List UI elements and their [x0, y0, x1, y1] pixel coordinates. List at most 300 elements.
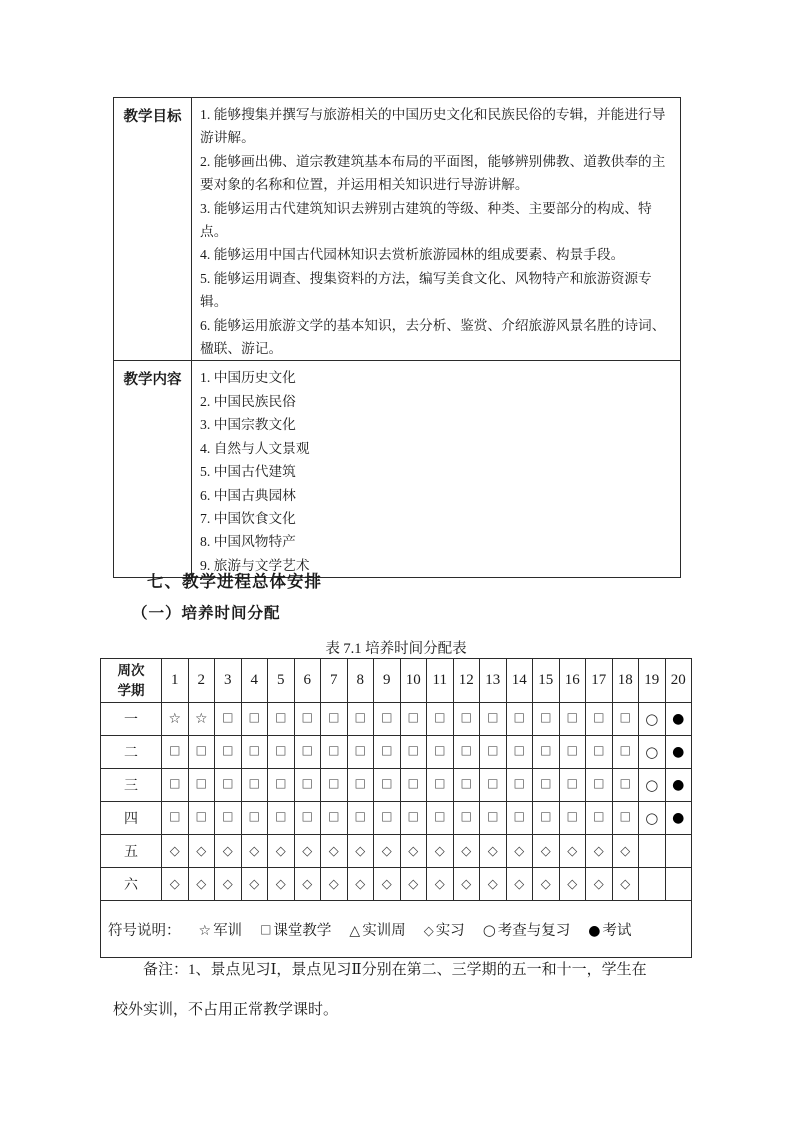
diamond-icon: ◇: [275, 877, 286, 892]
square-icon: □: [301, 809, 313, 823]
week-number: 16: [559, 659, 586, 703]
square-icon: □: [328, 776, 340, 790]
square-icon: □: [222, 710, 234, 724]
square-icon: □: [487, 710, 499, 724]
week-number: 9: [374, 659, 401, 703]
square-icon: □: [566, 776, 578, 790]
dot-icon: ●: [588, 922, 601, 939]
schedule-cell-diamond: [586, 868, 613, 901]
schedule-cell-square: [427, 769, 454, 802]
semester-label: 六: [101, 868, 162, 901]
goal-item: 6. 能够运用旅游文学的基本知识，去分析、鉴赏、介绍旅游风景名胜的诗词、楹联、游记。: [200, 317, 666, 357]
diamond-icon: ◇: [302, 844, 313, 859]
schedule-cell-square: [427, 802, 454, 835]
schedule-cell-square: [453, 769, 480, 802]
schedule-cell-diamond: [400, 835, 427, 868]
circle-icon: ○: [645, 808, 659, 827]
schedule-cell-diamond: [374, 835, 401, 868]
schedule-cell-square: [453, 703, 480, 736]
content-item: 8. 中国风物特产: [200, 534, 296, 550]
schedule-cell-diamond: [480, 868, 507, 901]
square-icon: □: [540, 743, 552, 757]
square-icon: □: [354, 776, 366, 790]
table-caption: 表 7.1 培养时间分配表: [325, 641, 467, 657]
square-icon: □: [354, 710, 366, 724]
schedule-cell-diamond: [188, 868, 215, 901]
schedule-row: [101, 868, 692, 901]
square-icon: □: [328, 809, 340, 823]
legend-item: [424, 923, 465, 939]
schedule-cell-diamond: [215, 868, 242, 901]
week-number: 20: [665, 659, 692, 703]
schedule-cell-dot: [665, 703, 692, 736]
schedule-cell-square: [188, 736, 215, 769]
schedule-cell-diamond: [480, 835, 507, 868]
schedule-cell-square: [559, 802, 586, 835]
legend-item: [482, 920, 571, 939]
content-item: 5. 中国古代建筑: [200, 464, 296, 480]
diamond-icon: ◇: [487, 877, 498, 892]
square-icon: □: [513, 809, 525, 823]
teaching-goals-content: [192, 98, 681, 361]
schedule-cell-square: [241, 736, 268, 769]
schedule-cell-square: [188, 769, 215, 802]
diamond-icon: ◇: [196, 844, 207, 859]
legend-label: 实训周: [362, 922, 406, 939]
schedule-cell-square: [268, 703, 295, 736]
diamond-icon: ◇: [593, 844, 604, 859]
week-number: 1: [162, 659, 189, 703]
diamond-icon: ◇: [275, 844, 286, 859]
goal-item: 1. 能够搜集并撰写与旅游相关的中国历史文化和民族民俗的专辑，并能进行导游讲解。: [200, 107, 666, 146]
triangle-icon: △: [349, 922, 361, 939]
schedule-cell-diamond: [427, 868, 454, 901]
diamond-icon: ◇: [620, 844, 631, 859]
square-icon: □: [460, 776, 472, 790]
schedule-cell-square: [559, 736, 586, 769]
corner-header-cell: [101, 659, 162, 703]
schedule-cell-square: [586, 703, 613, 736]
week-number: 8: [347, 659, 374, 703]
legend-prefix: 符号说明：: [108, 922, 181, 939]
schedule-cell-empty: [665, 835, 692, 868]
schedule-cell-square: [188, 802, 215, 835]
schedule-cell-square: [162, 802, 189, 835]
square-icon: □: [301, 743, 313, 757]
diamond-icon: ◇: [567, 877, 578, 892]
schedule-row: [101, 703, 692, 736]
schedule-cell-square: [559, 703, 586, 736]
circle-icon: ○: [645, 742, 659, 761]
schedule-cell-diamond: [347, 835, 374, 868]
schedule-cell-empty: [665, 868, 692, 901]
dot-icon: ●: [672, 744, 685, 760]
week-number: 12: [453, 659, 480, 703]
schedule-cell-square: [586, 736, 613, 769]
schedule-cell-square: [612, 769, 639, 802]
goal-item: 5. 能够运用调查、搜集资料的方法，编写美食文化、风物特产和旅游资源专辑。: [200, 270, 652, 310]
schedule-cell-diamond: [533, 835, 560, 868]
schedule-cell-square: [612, 703, 639, 736]
schedule-cell-square: [506, 703, 533, 736]
square-icon: □: [513, 776, 525, 790]
square-icon: □: [434, 776, 446, 790]
content-item: 6. 中国古典园林: [200, 487, 296, 503]
circle-icon: ○: [645, 709, 659, 728]
square-icon: □: [619, 743, 631, 757]
diamond-icon: ◇: [408, 844, 419, 859]
schedule-cell-diamond: [400, 868, 427, 901]
legend-label: 课堂教学: [273, 922, 332, 939]
legend-item: [588, 923, 631, 939]
schedule-cell-diamond: [215, 835, 242, 868]
schedule-cell-square: [268, 802, 295, 835]
square-icon: □: [460, 809, 472, 823]
semester-label: 三: [101, 769, 162, 802]
week-number: 7: [321, 659, 348, 703]
square-icon: □: [434, 743, 446, 757]
schedule-cell-diamond: [453, 868, 480, 901]
diamond-icon: ◇: [355, 877, 366, 892]
schedule-cell-diamond: [586, 835, 613, 868]
dot-icon: ●: [672, 810, 685, 826]
schedule-cell-empty: [639, 868, 666, 901]
week-number: 13: [480, 659, 507, 703]
schedule-row: [101, 835, 692, 868]
square-icon: □: [487, 743, 499, 757]
schedule-cell-square: [586, 769, 613, 802]
schedule-cell-square: [506, 736, 533, 769]
square-icon: □: [169, 743, 181, 757]
star-icon: ☆: [194, 711, 208, 727]
schedule-cell-square: [533, 736, 560, 769]
schedule-cell-diamond: [162, 835, 189, 868]
schedule-cell-square: [559, 769, 586, 802]
schedule-cell-diamond: [533, 868, 560, 901]
square-icon: □: [260, 921, 272, 936]
square-icon: □: [248, 743, 260, 757]
diamond-icon: ◇: [328, 844, 339, 859]
square-icon: □: [460, 710, 472, 724]
square-icon: □: [381, 809, 393, 823]
square-icon: □: [222, 776, 234, 790]
content-item: 9. 旅游与文学艺术: [200, 557, 310, 573]
legend-item: [349, 923, 405, 939]
subsection-heading: （一）培养时间分配: [132, 605, 281, 622]
diamond-icon: ◇: [620, 877, 631, 892]
square-icon: □: [407, 776, 419, 790]
schedule-cell-dot: [665, 736, 692, 769]
square-icon: □: [195, 776, 207, 790]
legend-item: [260, 923, 331, 939]
star-icon: ☆: [198, 922, 212, 939]
schedule-cell-diamond: [506, 835, 533, 868]
week-number: 18: [612, 659, 639, 703]
schedule-cell-circle: [639, 769, 666, 802]
diamond-icon: ◇: [540, 877, 551, 892]
square-icon: □: [301, 710, 313, 724]
schedule-cell-square: [294, 703, 321, 736]
diamond-icon: ◇: [169, 844, 180, 859]
schedule-cell-empty: [639, 835, 666, 868]
square-icon: □: [328, 743, 340, 757]
legend-cell: [101, 901, 692, 958]
schedule-cell-square: [321, 769, 348, 802]
schedule-cell-square: [321, 703, 348, 736]
square-icon: □: [407, 710, 419, 724]
schedule-cell-diamond: [268, 868, 295, 901]
square-icon: □: [222, 743, 234, 757]
schedule-cell-diamond: [559, 835, 586, 868]
schedule-cell-diamond: [294, 868, 321, 901]
semester-label: 五: [101, 835, 162, 868]
schedule-cell-square: [480, 802, 507, 835]
square-icon: □: [381, 743, 393, 757]
content-item: 4. 自然与人文景观: [200, 440, 310, 456]
schedule-cell-dot: [665, 769, 692, 802]
note-paragraph: 备注：1、景点见习Ⅰ，景点见习Ⅱ分别在第二、三学期的五一和十一，学生在校外实训，不占用正常教学课时。: [113, 962, 647, 1018]
schedule-header-row: [101, 659, 692, 703]
schedule-cell-square: [294, 769, 321, 802]
diamond-icon: ◇: [222, 877, 233, 892]
schedule-cell-square: [400, 769, 427, 802]
diamond-icon: ◇: [249, 844, 260, 859]
diamond-icon: ◇: [328, 877, 339, 892]
schedule-cell-dot: [665, 802, 692, 835]
week-number: 6: [294, 659, 321, 703]
schedule-cell-square: [241, 703, 268, 736]
schedule-cell-star: [188, 703, 215, 736]
teaching-goals-label: 教学目标: [114, 98, 192, 361]
dot-icon: ●: [672, 777, 685, 793]
content-item: 1. 中国历史文化: [200, 370, 296, 386]
schedule-cell-square: [480, 703, 507, 736]
goal-item: 3. 能够运用古代建筑知识去辨别古建筑的等级、种类、主要部分的构成、特点。: [200, 200, 652, 240]
semester-label: 二: [101, 736, 162, 769]
schedule-cell-diamond: [559, 868, 586, 901]
schedule-cell-square: [162, 736, 189, 769]
schedule-cell-square: [400, 703, 427, 736]
diamond-icon: ◇: [302, 877, 313, 892]
schedule-cell-diamond: [453, 835, 480, 868]
square-icon: □: [275, 743, 287, 757]
square-icon: □: [275, 776, 287, 790]
schedule-cell-square: [374, 703, 401, 736]
schedule-row: [101, 736, 692, 769]
schedule-cell-square: [215, 802, 242, 835]
legend-row: [101, 901, 692, 958]
schedule-cell-diamond: [612, 868, 639, 901]
goal-item: 4. 能够运用中国古代园林知识去赏析旅游园林的组成要素、构景手段。: [200, 247, 625, 263]
square-icon: □: [593, 776, 605, 790]
corner-weeks-label: 周次: [117, 662, 145, 678]
schedule-cell-square: [294, 736, 321, 769]
schedule-cell-square: [294, 802, 321, 835]
square-icon: □: [248, 776, 260, 790]
diamond-icon: ◇: [514, 877, 525, 892]
week-number: 15: [533, 659, 560, 703]
schedule-cell-square: [612, 802, 639, 835]
schedule-cell-star: [162, 703, 189, 736]
schedule-cell-square: [533, 703, 560, 736]
week-number: 10: [400, 659, 427, 703]
schedule-cell-diamond: [241, 835, 268, 868]
schedule-cell-diamond: [162, 868, 189, 901]
schedule-cell-diamond: [427, 835, 454, 868]
square-icon: □: [460, 743, 472, 757]
schedule-cell-square: [427, 736, 454, 769]
legend-label: 考查与复习: [497, 922, 571, 939]
schedule-cell-square: [533, 802, 560, 835]
square-icon: □: [487, 776, 499, 790]
square-icon: □: [593, 710, 605, 724]
teaching-content-label: 教学内容: [114, 361, 192, 578]
semester-label: 四: [101, 802, 162, 835]
square-icon: □: [381, 776, 393, 790]
schedule-cell-square: [506, 769, 533, 802]
week-number: 19: [639, 659, 666, 703]
schedule-cell-square: [400, 736, 427, 769]
diamond-icon: ◇: [461, 844, 472, 859]
week-number: 3: [215, 659, 242, 703]
schedule-cell-diamond: [612, 835, 639, 868]
square-icon: □: [566, 743, 578, 757]
schedule-cell-square: [400, 802, 427, 835]
schedule-table: [100, 658, 692, 958]
diamond-icon: ◇: [381, 844, 392, 859]
semester-label: 一: [101, 703, 162, 736]
schedule-cell-square: [215, 736, 242, 769]
square-icon: □: [619, 809, 631, 823]
square-icon: □: [301, 776, 313, 790]
schedule-cell-diamond: [374, 868, 401, 901]
schedule-cell-square: [374, 736, 401, 769]
teaching-goals-row: [114, 98, 681, 361]
schedule-cell-square: [586, 802, 613, 835]
diamond-icon: ◇: [567, 844, 578, 859]
schedule-cell-diamond: [268, 835, 295, 868]
square-icon: □: [195, 743, 207, 757]
legend-label: 考试: [602, 922, 632, 939]
content-item: 7. 中国饮食文化: [200, 510, 296, 526]
schedule-cell-square: [612, 736, 639, 769]
schedule-cell-square: [453, 802, 480, 835]
square-icon: □: [407, 743, 419, 757]
diamond-icon: ◇: [434, 877, 445, 892]
square-icon: □: [169, 776, 181, 790]
week-number: 2: [188, 659, 215, 703]
schedule-cell-square: [347, 769, 374, 802]
schedule-cell-diamond: [188, 835, 215, 868]
schedule-cell-circle: [639, 736, 666, 769]
diamond-icon: ◇: [461, 877, 472, 892]
diamond-icon: ◇: [381, 877, 392, 892]
schedule-cell-diamond: [241, 868, 268, 901]
schedule-cell-circle: [639, 703, 666, 736]
schedule-cell-diamond: [294, 835, 321, 868]
square-icon: □: [540, 710, 552, 724]
schedule-cell-diamond: [321, 835, 348, 868]
square-icon: □: [381, 710, 393, 724]
schedule-cell-square: [453, 736, 480, 769]
square-icon: □: [248, 710, 260, 724]
content-item: 2. 中国民族民俗: [200, 393, 296, 409]
schedule-cell-circle: [639, 802, 666, 835]
schedule-cell-square: [347, 802, 374, 835]
square-icon: □: [566, 710, 578, 724]
week-number: 14: [506, 659, 533, 703]
diamond-icon: ◇: [249, 877, 260, 892]
goal-item: 2. 能够画出佛、道宗教建筑基本布局的平面图，能够辨别佛教、道教供奉的主要对象的名称和位置，并运用相关知识进行导游讲解。: [200, 153, 666, 193]
diamond-icon: ◇: [540, 844, 551, 859]
teaching-goals-table: [113, 97, 681, 578]
star-icon: ☆: [168, 711, 182, 727]
square-icon: □: [275, 710, 287, 724]
schedule-cell-square: [241, 802, 268, 835]
square-icon: □: [222, 809, 234, 823]
square-icon: □: [540, 776, 552, 790]
square-icon: □: [487, 809, 499, 823]
schedule-cell-square: [374, 769, 401, 802]
square-icon: □: [540, 809, 552, 823]
square-icon: □: [619, 776, 631, 790]
schedule-cell-square: [241, 769, 268, 802]
week-number: 17: [586, 659, 613, 703]
diamond-icon: ◇: [434, 844, 445, 859]
square-icon: □: [407, 809, 419, 823]
schedule-cell-square: [215, 769, 242, 802]
square-icon: □: [434, 809, 446, 823]
corner-semester-label: 学期: [117, 682, 145, 698]
teaching-content-list: [192, 361, 681, 578]
schedule-cell-square: [347, 703, 374, 736]
schedule-cell-square: [427, 703, 454, 736]
section-heading: 七、教学进程总体安排: [147, 572, 322, 591]
schedule-cell-square: [533, 769, 560, 802]
teaching-content-row: [114, 361, 681, 578]
diamond-icon: ◇: [423, 923, 434, 939]
square-icon: □: [275, 809, 287, 823]
square-icon: □: [566, 809, 578, 823]
week-number: 5: [268, 659, 295, 703]
square-icon: □: [593, 809, 605, 823]
schedule-cell-square: [506, 802, 533, 835]
schedule-cell-square: [268, 769, 295, 802]
square-icon: □: [434, 710, 446, 724]
dot-icon: ●: [672, 711, 685, 727]
legend-label: 实习: [435, 922, 465, 939]
schedule-cell-square: [480, 736, 507, 769]
schedule-cell-square: [347, 736, 374, 769]
circle-icon: ○: [482, 920, 496, 939]
schedule-cell-square: [374, 802, 401, 835]
diamond-icon: ◇: [196, 877, 207, 892]
square-icon: □: [354, 809, 366, 823]
schedule-cell-square: [268, 736, 295, 769]
week-number: 4: [241, 659, 268, 703]
square-icon: □: [593, 743, 605, 757]
diamond-icon: ◇: [487, 844, 498, 859]
week-number: 11: [427, 659, 454, 703]
schedule-cell-diamond: [347, 868, 374, 901]
schedule-row: [101, 802, 692, 835]
square-icon: □: [619, 710, 631, 724]
diamond-icon: ◇: [222, 844, 233, 859]
square-icon: □: [354, 743, 366, 757]
square-icon: □: [328, 710, 340, 724]
circle-icon: ○: [645, 775, 659, 794]
schedule-cell-square: [321, 802, 348, 835]
